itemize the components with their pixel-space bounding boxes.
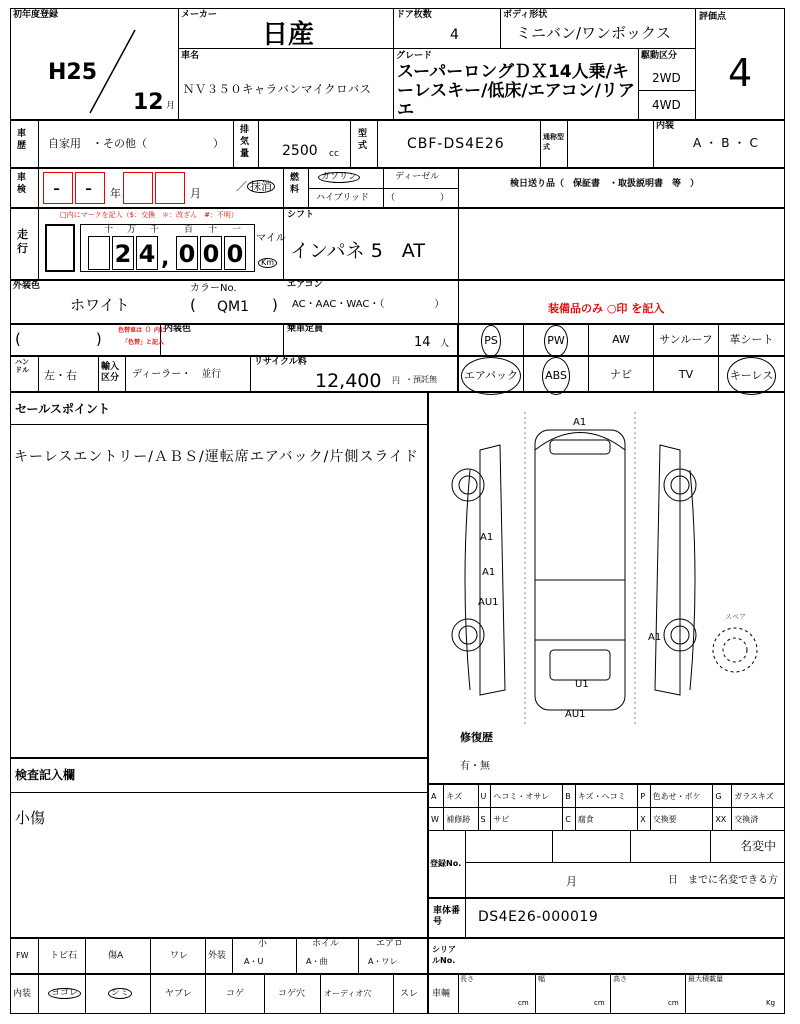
fw-label: FW <box>16 951 29 960</box>
mall-label: 小 <box>258 939 268 949</box>
wheel-label: ホイル <box>312 939 340 949</box>
equip-ps: PS <box>458 324 524 356</box>
odo-digit-0 <box>88 236 110 270</box>
equip-abs: ABS <box>523 356 589 392</box>
legend-code: W <box>429 808 444 831</box>
body-value: ミニバン/ワンボックス <box>516 24 671 42</box>
ac-value: AC・AAC・WAC・（ ） <box>292 299 445 310</box>
drive-2wd: 2WD <box>652 71 681 85</box>
insp-box3 <box>123 172 153 204</box>
audio-hole: オーディオ穴 <box>324 989 372 998</box>
burn: コゲ <box>226 989 245 999</box>
common-type-label: 通称型式 <box>543 133 564 151</box>
unit-ichi: 一 <box>232 225 242 235</box>
burn-hole: コゲ穴 <box>278 989 306 999</box>
legend-desc: ガラスキズ <box>732 785 785 808</box>
sales-point-text: キーレスエントリー/ＡＢＳ/運転席エアバック/片側スライド <box>14 449 419 465</box>
type-label: 型式 <box>358 129 368 151</box>
exterior-color-label: 外装色 <box>13 281 41 291</box>
gasoline: ガソリン <box>318 172 360 183</box>
reg-month: 月 <box>566 875 577 888</box>
mark-au1-left: AU1 <box>478 597 499 608</box>
insp-month-unit: 月 <box>190 187 201 200</box>
mall-value: A・U <box>244 957 264 966</box>
odo-digit-1: 2 <box>112 236 134 270</box>
fuel-label: 燃料 <box>290 173 300 195</box>
legend-desc: 腐食 <box>575 808 637 831</box>
mark-u1-rear: U1 <box>575 679 589 690</box>
handle-value: 左・右 <box>44 369 77 382</box>
capacity-unit: 人 <box>440 339 450 349</box>
repaint-note-2: 「色替」と記入 <box>122 339 165 346</box>
legend-desc: キズ・ヘコミ <box>575 785 637 808</box>
recycle-unit: 円 <box>392 376 400 385</box>
exterior-label: 外装 <box>208 951 227 961</box>
interior-bottom-label: 内装 <box>13 989 32 999</box>
equip-pw: PW <box>523 324 589 356</box>
odo-digit-3: 0 <box>176 236 198 270</box>
legend-desc: 交換要 <box>650 808 713 831</box>
maker-label: メーカー <box>181 10 217 20</box>
wheel-value: A・曲 <box>306 957 328 966</box>
legend-code: S <box>478 808 491 831</box>
hybrid: ハイブリッド <box>316 193 370 203</box>
tear: ヤブレ <box>165 989 192 999</box>
serial-label: シリアルNo. <box>432 945 456 965</box>
score-label: 評価点 <box>699 12 727 22</box>
legend-code: U <box>478 785 491 808</box>
unit-hyaku: 百 <box>184 225 194 235</box>
capacity-label: 乗車定員 <box>287 324 324 334</box>
height-unit: cm <box>668 999 679 1007</box>
first-reg-label: 初年度登録 <box>13 10 59 20</box>
size-box <box>428 974 785 1014</box>
width-unit: cm <box>594 999 605 1007</box>
legend-code: XX <box>713 808 732 831</box>
legend-code: A <box>429 785 444 808</box>
mark-a1-top: A1 <box>573 417 587 428</box>
wear: スレ <box>400 989 419 999</box>
chassis-value: DS4E26-000019 <box>478 909 599 925</box>
legend-desc: 補修跡 <box>444 808 478 831</box>
doors-value: 4 <box>450 27 459 43</box>
history-label: 車歴 <box>17 129 27 151</box>
repair-label: 修復歴 <box>460 731 493 744</box>
height-label: 高さ <box>613 975 627 983</box>
interior-grade: A・B・C <box>693 136 762 150</box>
legend-row <box>429 808 785 831</box>
displacement-label: 排気量 <box>240 125 250 159</box>
equip-tv: TV <box>653 356 719 392</box>
color-no-label: カラーNo. <box>190 283 237 294</box>
color-no-bracket-r: ) <box>272 296 278 314</box>
equip-leather: 革シート <box>718 324 785 356</box>
grade-label: グレード <box>396 51 433 61</box>
reg-day-text: 日 までに名変できる方 <box>668 875 778 886</box>
serial-box <box>428 938 785 974</box>
aero-value: A・ワレ <box>368 957 398 966</box>
inspection-label: 車検 <box>17 173 27 195</box>
equip-navi: ナビ <box>588 356 654 392</box>
maker-value: 日産 <box>262 20 315 50</box>
legend-desc: キズ <box>444 785 478 808</box>
exterior-color: ホワイト <box>70 296 130 314</box>
handle-row <box>10 356 458 392</box>
weight-unit: Kg <box>766 999 776 1007</box>
legend-desc: 交換済 <box>732 808 785 831</box>
stain: ヨゴレ <box>48 988 81 999</box>
doors-label: ドア枚数 <box>396 10 432 20</box>
legend-desc: ヘコミ・オサレ <box>491 785 563 808</box>
first-reg-era: H25 <box>48 60 98 85</box>
check-text: 小傷 <box>15 809 46 827</box>
displacement-value: 2500 <box>282 143 318 159</box>
color-no-bracket-l: ( <box>190 296 196 314</box>
mark-a1-right: A1 <box>648 632 662 643</box>
spot: シミ <box>108 988 132 999</box>
length-unit: cm <box>518 999 529 1007</box>
repaint-note-1: 色替車は（）内に <box>118 327 167 334</box>
expired-mark: ／ 抹消 <box>236 180 275 193</box>
mileage-lead-box <box>45 224 75 272</box>
damage-legend <box>428 784 785 831</box>
width-label: 幅 <box>538 975 545 983</box>
displacement-unit: cc <box>329 149 339 159</box>
equip-aw: AW <box>588 324 654 356</box>
legend-desc: サビ <box>491 808 563 831</box>
mileage-note: □内にマークを記入（$：交換 ＊：改ざん #：不明） <box>60 211 238 219</box>
mark-au1-rear: AU1 <box>565 709 586 720</box>
stone-chip: トビ石 <box>50 951 78 961</box>
repair-value: 有・無 <box>460 761 490 772</box>
import-label: 輸入区分 <box>101 362 120 383</box>
handle-label: ハンドル <box>15 358 29 374</box>
diesel: ディーゼル <box>395 172 440 182</box>
mile-unit: マイル <box>256 233 286 244</box>
equip-sunroof: サンルーフ <box>653 324 719 356</box>
color-no: QM1 <box>217 299 250 315</box>
legend-code: P <box>638 785 650 808</box>
sales-point-title: セールスポイント <box>15 402 110 416</box>
insp-box4 <box>155 172 185 204</box>
first-reg-month: 12 <box>133 90 164 115</box>
interior-color-label: 内装色 <box>164 324 192 334</box>
unit-juu: 十 <box>208 225 218 235</box>
interior-label: 内装 <box>656 121 675 131</box>
drive-label: 駆動区分 <box>641 51 678 61</box>
hybrid-bracket: （ ） <box>386 193 450 203</box>
aero-label: エアロ <box>376 939 404 949</box>
recycle-deposit: ・預託無 <box>405 375 437 384</box>
year-unit: 年 <box>110 187 121 200</box>
legend-code: X <box>638 808 650 831</box>
repaint-bracket: ( ) <box>15 330 102 348</box>
unit-man: 万 <box>127 225 137 235</box>
spare-label: スペア <box>725 613 746 621</box>
body-label: ボディ形状 <box>503 10 548 20</box>
history-value: 自家用 ・その他（ ） <box>48 137 224 150</box>
equip-keyless: キーレス <box>718 356 785 392</box>
recycle-label: リサイクル料 <box>254 357 307 367</box>
unit-ten-man: 十 <box>104 225 114 235</box>
scratch-a: 傷A <box>108 951 124 961</box>
grade-value: スーパーロングＤＸ14人乗/キーレスキー/低床/エアコン/リアエ <box>397 63 635 120</box>
model-label: 車名 <box>181 51 200 61</box>
crack: ワレ <box>170 951 189 961</box>
mark-a1-left-2: A1 <box>482 567 496 578</box>
odo-digit-5: 0 <box>224 236 246 270</box>
name-change: 名変中 <box>740 839 777 853</box>
registration-box <box>428 830 785 898</box>
check-title: 検査記入欄 <box>15 768 76 782</box>
ac-label: エアコン <box>287 280 323 290</box>
size-label: 車輛 <box>432 989 451 999</box>
legend-code: C <box>563 808 576 831</box>
length-label: 長さ <box>460 975 474 983</box>
slash-divider <box>80 28 140 118</box>
equip-title: 装備品のみ ○印 を記入 <box>548 302 665 315</box>
month-unit: 月 <box>166 101 176 111</box>
check-box <box>10 758 428 938</box>
legend-code: B <box>563 785 576 808</box>
km-unit: Km <box>258 258 277 268</box>
equip-airbag: エアバック <box>458 356 524 392</box>
docs-title: 検日送り品（ 保証書 ・取扱説明書 等 ） <box>510 179 700 189</box>
registration-label: 登録No. <box>430 859 462 868</box>
shift-value: インパネ 5 AT <box>290 240 425 262</box>
import-value: ディーラー・ 並行 <box>132 369 222 380</box>
legend-code: G <box>713 785 732 808</box>
capacity-value: 14 <box>414 335 431 350</box>
legend-row <box>429 785 785 808</box>
unit-sen: 千 <box>150 225 160 235</box>
odo-digit-2: 4 <box>136 236 158 270</box>
mark-a1-left-1: A1 <box>480 532 494 543</box>
shift-label: シフト <box>287 210 315 220</box>
type-value: CBF-DS4E26 <box>407 136 505 152</box>
odo-digit-4: 0 <box>200 236 222 270</box>
drive-4wd: 4WD <box>652 98 681 112</box>
legend-desc: 色あせ・ボケ <box>650 785 713 808</box>
score-value: 4 <box>728 51 753 95</box>
chassis-label: 車体番号 <box>433 906 461 927</box>
model-value: ＮＶ３５０キャラバンマイクロバス <box>183 82 372 96</box>
recycle-value: 12,400 <box>315 370 382 392</box>
mileage-label: 走行 <box>17 228 28 255</box>
weight-label: 最大積載量 <box>688 975 723 983</box>
